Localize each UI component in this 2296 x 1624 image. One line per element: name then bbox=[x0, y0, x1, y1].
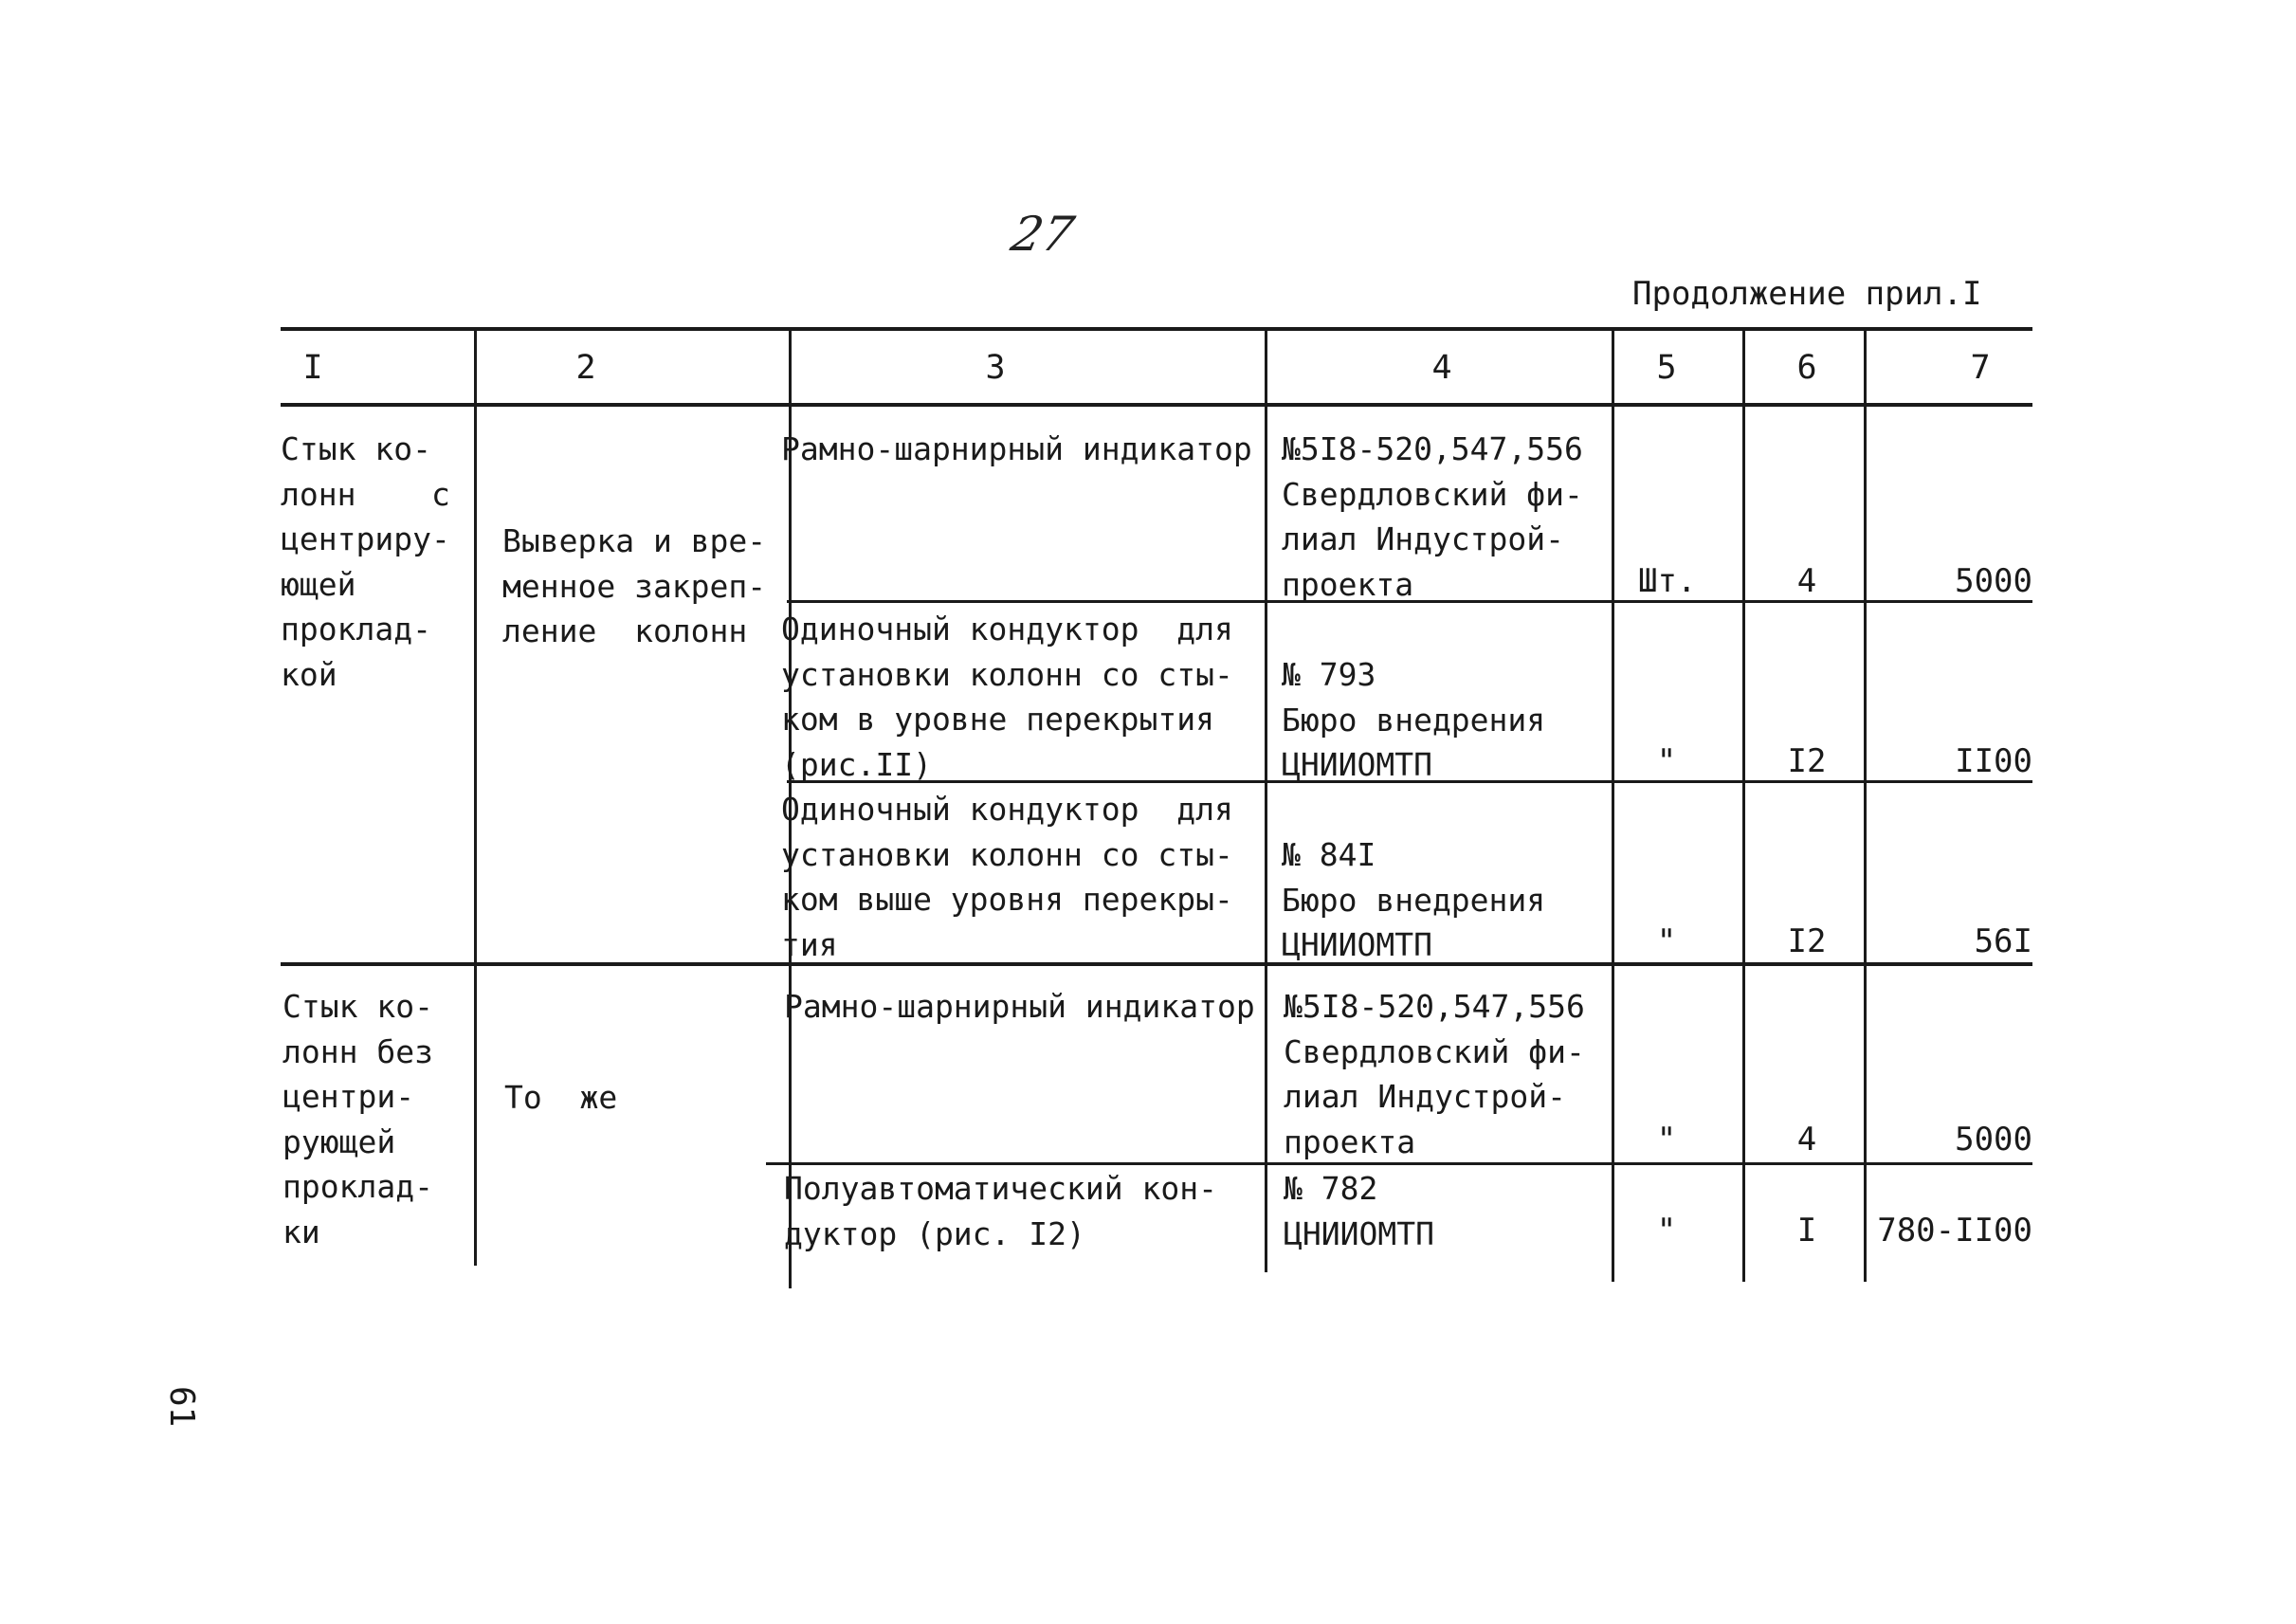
continuation-label: Продолжение прил.I bbox=[1632, 275, 1982, 313]
group1-row3-unit: " bbox=[1656, 922, 1677, 960]
group1-row1-quantity: 4 bbox=[1796, 562, 1817, 600]
group1-row1-price: 5000 bbox=[1955, 562, 2032, 600]
group1-joint-type: Стык ко- лонн с центриру- ющей проклад- кой bbox=[281, 430, 450, 693]
group2-row1-quantity: 4 bbox=[1796, 1121, 1817, 1159]
group1-row2-price: II00 bbox=[1955, 742, 2032, 780]
rule-header-bottom bbox=[281, 403, 2032, 407]
group1-row3-quantity: I2 bbox=[1787, 922, 1827, 960]
group1-row1-source: №5I8-520,547,556 Свердловский фи- лиал Индустрой- проекта bbox=[1282, 430, 1583, 603]
header-col-2: 2 bbox=[575, 349, 596, 387]
group1-operation: Выверка и вре- менное закреп- ление колонн bbox=[502, 522, 767, 649]
vrule-1 bbox=[474, 329, 477, 1266]
group2-row1-equipment: Рамно-шарнирный индикатор bbox=[784, 988, 1255, 1025]
vrule-3 bbox=[1265, 329, 1267, 1272]
group2-row1-source: №5I8-520,547,556 Свердловский фи- лиал Индустрой- проекта bbox=[1284, 988, 1585, 1160]
group1-row2-source: № 793 Бюро внедрения ЦНИИОМТП bbox=[1282, 656, 1546, 783]
group2-row2-source: № 782 ЦНИИОМТП bbox=[1284, 1170, 1434, 1252]
group1-row3-price: 56I bbox=[1974, 922, 2032, 960]
group1-row3-equipment: Одиночный кондуктор для установки колонн со сты- ком выше уровня перекры- тия bbox=[781, 791, 1233, 963]
group1-row2-unit: " bbox=[1656, 742, 1677, 780]
group2-joint-type: Стык ко- лонн без центри- рующей проклад- ки bbox=[282, 988, 433, 1250]
header-col-7: 7 bbox=[1970, 349, 1991, 387]
side-page-number: 61 bbox=[162, 1386, 201, 1428]
group1-row1-unit: Шт. bbox=[1638, 562, 1697, 600]
group1-row2-equipment: Одиночный кондуктор для установки колонн со сты- ком в уровне перекрытия (рис.II) bbox=[781, 611, 1233, 783]
group1-row2-quantity: I2 bbox=[1787, 742, 1827, 780]
group1-row1-equipment: Рамно-шарнирный индикатор bbox=[781, 430, 1252, 467]
group2-operation: То же bbox=[504, 1079, 618, 1116]
rule-top bbox=[281, 327, 2032, 331]
group1-row3-source: № 84I Бюро внедрения ЦНИИОМТП bbox=[1282, 836, 1546, 963]
group2-row2-price: 780-II00 bbox=[1877, 1212, 2032, 1250]
header-col-1: I bbox=[302, 349, 323, 387]
group2-row1-unit: " bbox=[1656, 1121, 1677, 1159]
header-col-6: 6 bbox=[1796, 349, 1817, 387]
header-col-4: 4 bbox=[1431, 349, 1452, 387]
group2-row2-quantity: I bbox=[1796, 1212, 1817, 1250]
group2-row1-price: 5000 bbox=[1955, 1121, 2032, 1159]
header-col-5: 5 bbox=[1656, 349, 1677, 387]
header-col-3: 3 bbox=[985, 349, 1006, 387]
group2-row2-unit: " bbox=[1656, 1212, 1677, 1250]
group2-row2-equipment: Полуавтоматический кон- дуктор (рис. I2) bbox=[784, 1170, 1217, 1252]
handwritten-page-number: 27 bbox=[1006, 207, 1079, 262]
